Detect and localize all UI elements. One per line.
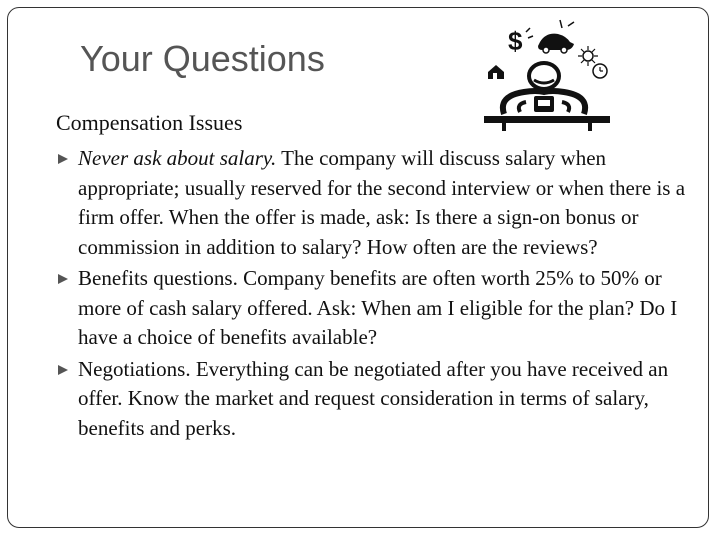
bullet-lead: Never ask about salary. xyxy=(78,146,277,170)
house-icon xyxy=(488,65,504,79)
list-item xyxy=(56,144,696,262)
bullet-arrow-icon xyxy=(56,273,74,285)
section-subheading: Compensation Issues xyxy=(56,110,243,135)
bullet-list xyxy=(56,144,696,445)
dollar-sign-icon: $ xyxy=(508,26,523,56)
bullet-arrow-icon xyxy=(56,153,74,165)
bullet-arrow-icon xyxy=(56,364,74,376)
bullet-text: Benefits questions. Company benefits are often worth 25% to 50% or more of cash salary offered. Ask: When am I eligible for the plan? Do I have a choice of benefits available? xyxy=(78,266,678,349)
car-icon xyxy=(538,20,574,53)
bullet-text: Negotiations. Everything can be negotiated after you have received an offer. Know the market and request consideration in terms of salary, benefits and perks. xyxy=(78,356,669,440)
bullet-text: The company will discuss salary when appropriate; usually reserved for the second interview or when there is a firm offer. When the offer is made, ask: Is there a sign-on bonus or commission in addition to salary? How often are the reviews? xyxy=(78,146,686,259)
clock-icon xyxy=(593,64,607,78)
list-item xyxy=(56,264,696,353)
slide-title: Your Questions xyxy=(80,38,325,79)
list-item xyxy=(56,355,696,444)
worried-person-at-desk-icon xyxy=(474,16,624,134)
sun-icon xyxy=(578,46,598,66)
